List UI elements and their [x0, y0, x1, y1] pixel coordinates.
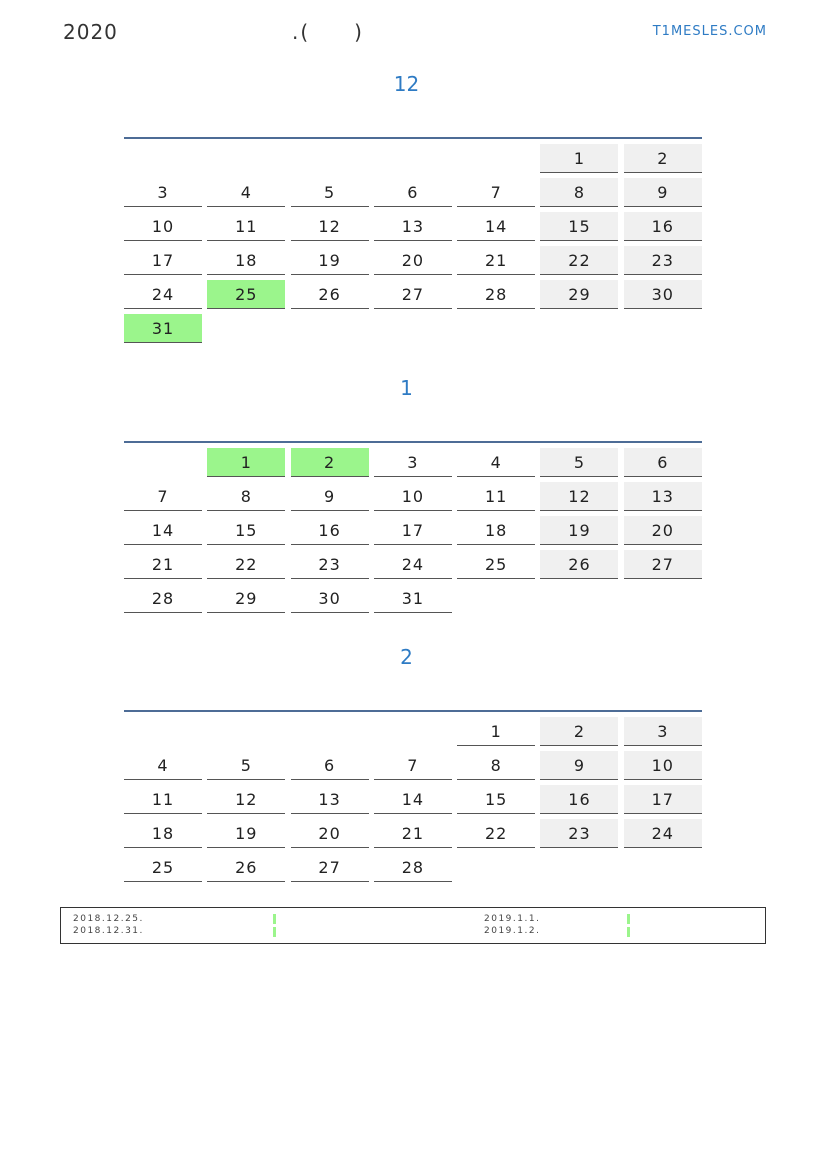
empty-cell: [374, 717, 452, 746]
day-cell: 19: [540, 516, 618, 545]
calendar-top-rule: [124, 441, 702, 443]
empty-cell: [207, 144, 285, 173]
header-title-right: ): [354, 20, 364, 44]
day-cell: 4: [207, 178, 285, 207]
empty-cell: [374, 144, 452, 173]
calendar-grid: [124, 717, 702, 882]
day-cell: 16: [291, 516, 369, 545]
day-cell: 14: [457, 212, 535, 241]
day-cell: 6: [374, 178, 452, 207]
legend-left-line-2: 2018.12.31.: [73, 926, 144, 936]
day-cell: 29: [540, 280, 618, 309]
day-cell: 9: [624, 178, 702, 207]
day-cell: 3: [624, 717, 702, 746]
legend-holiday-mark: [273, 914, 276, 924]
day-cell: 6: [291, 751, 369, 780]
day-cell: 25: [124, 853, 202, 882]
day-cell: 21: [457, 246, 535, 275]
holiday-legend: [60, 907, 766, 944]
empty-cell: [207, 717, 285, 746]
day-cell: 30: [291, 584, 369, 613]
day-cell: 28: [124, 584, 202, 613]
day-cell: 28: [457, 280, 535, 309]
day-cell: 31: [374, 584, 452, 613]
day-cell: 31: [124, 314, 202, 343]
day-cell: 2: [540, 717, 618, 746]
day-cell: 30: [624, 280, 702, 309]
day-cell: 16: [540, 785, 618, 814]
calendar-grid: [124, 144, 702, 343]
day-cell: 27: [374, 280, 452, 309]
day-cell: 3: [124, 178, 202, 207]
calendar-top-rule: [124, 710, 702, 712]
calendar-jan: [124, 441, 702, 613]
day-cell: 7: [457, 178, 535, 207]
day-cell: 4: [124, 751, 202, 780]
legend-holiday-mark: [627, 927, 630, 937]
day-cell: 15: [540, 212, 618, 241]
day-cell: 21: [374, 819, 452, 848]
day-cell: 17: [124, 246, 202, 275]
day-cell: 2: [624, 144, 702, 173]
day-cell: 7: [374, 751, 452, 780]
day-cell: 1: [540, 144, 618, 173]
day-cell: 24: [374, 550, 452, 579]
day-cell: 22: [457, 819, 535, 848]
day-cell: 13: [374, 212, 452, 241]
month-title-feb: 2: [400, 645, 413, 669]
day-cell: 26: [291, 280, 369, 309]
header-title-left: .(: [292, 20, 311, 44]
day-cell: 29: [207, 584, 285, 613]
day-cell: 1: [207, 448, 285, 477]
day-cell: 21: [124, 550, 202, 579]
day-cell: 17: [624, 785, 702, 814]
day-cell: 3: [374, 448, 452, 477]
empty-cell: [291, 144, 369, 173]
day-cell: 8: [540, 178, 618, 207]
legend-right-line-1: 2019.1.1.: [484, 914, 541, 924]
day-cell: 15: [207, 516, 285, 545]
day-cell: 18: [457, 516, 535, 545]
day-cell: 15: [457, 785, 535, 814]
day-cell: 11: [124, 785, 202, 814]
day-cell: 20: [374, 246, 452, 275]
day-cell: 22: [207, 550, 285, 579]
day-cell: 27: [291, 853, 369, 882]
day-cell: 13: [291, 785, 369, 814]
day-cell: 5: [207, 751, 285, 780]
day-cell: 13: [624, 482, 702, 511]
day-cell: 4: [457, 448, 535, 477]
day-cell: 10: [124, 212, 202, 241]
calendar-top-rule: [124, 137, 702, 139]
day-cell: 10: [624, 751, 702, 780]
day-cell: 24: [124, 280, 202, 309]
day-cell: 5: [291, 178, 369, 207]
day-cell: 18: [124, 819, 202, 848]
day-cell: 23: [540, 819, 618, 848]
day-cell: 22: [540, 246, 618, 275]
day-cell: 12: [540, 482, 618, 511]
day-cell: 26: [207, 853, 285, 882]
empty-cell: [457, 144, 535, 173]
day-cell: 5: [540, 448, 618, 477]
day-cell: 26: [540, 550, 618, 579]
day-cell: 6: [624, 448, 702, 477]
legend-holiday-mark: [627, 914, 630, 924]
day-cell: 9: [291, 482, 369, 511]
calendar-dec: [124, 137, 702, 343]
day-cell: 11: [457, 482, 535, 511]
day-cell: 19: [207, 819, 285, 848]
day-cell: 19: [291, 246, 369, 275]
day-cell: 9: [540, 751, 618, 780]
month-title-jan: 1: [400, 376, 413, 400]
day-cell: 14: [374, 785, 452, 814]
day-cell: 10: [374, 482, 452, 511]
day-cell: 20: [624, 516, 702, 545]
day-cell: 8: [457, 751, 535, 780]
day-cell: 24: [624, 819, 702, 848]
header-title: [292, 20, 364, 44]
calendar-feb: [124, 710, 702, 882]
empty-cell: [291, 717, 369, 746]
day-cell: 11: [207, 212, 285, 241]
day-cell: 25: [457, 550, 535, 579]
legend-right-line-2: 2019.1.2.: [484, 926, 541, 936]
day-cell: 28: [374, 853, 452, 882]
day-cell: 20: [291, 819, 369, 848]
day-cell: 12: [207, 785, 285, 814]
legend-holiday-mark: [273, 927, 276, 937]
empty-cell: [124, 717, 202, 746]
day-cell: 2: [291, 448, 369, 477]
header-year: 2020: [63, 20, 118, 44]
day-cell: 1: [457, 717, 535, 746]
legend-left-line-1: 2018.12.25.: [73, 914, 144, 924]
empty-cell: [124, 144, 202, 173]
day-cell: 17: [374, 516, 452, 545]
site-link[interactable]: T1MESLES.COM: [652, 24, 767, 39]
day-cell: 23: [291, 550, 369, 579]
day-cell: 25: [207, 280, 285, 309]
day-cell: 14: [124, 516, 202, 545]
day-cell: 12: [291, 212, 369, 241]
calendar-grid: [124, 448, 702, 613]
day-cell: 16: [624, 212, 702, 241]
day-cell: 27: [624, 550, 702, 579]
day-cell: 18: [207, 246, 285, 275]
day-cell: 7: [124, 482, 202, 511]
empty-cell: [124, 448, 202, 477]
day-cell: 8: [207, 482, 285, 511]
month-title-dec: 12: [393, 72, 420, 96]
day-cell: 23: [624, 246, 702, 275]
